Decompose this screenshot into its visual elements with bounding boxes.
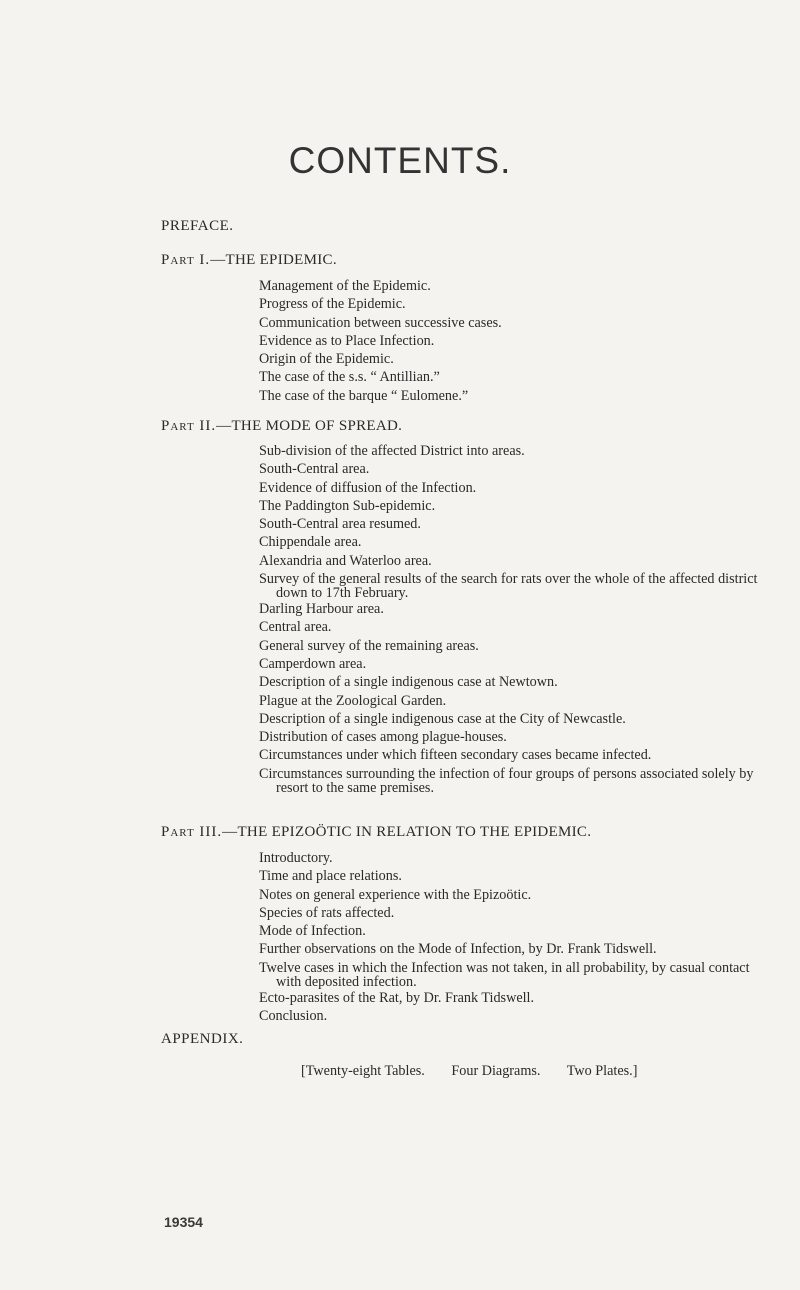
- appendix-diagrams: Four Diagrams.: [451, 1063, 541, 1079]
- list-item: Evidence of diffusion of the Infection.: [259, 479, 477, 496]
- part-3-list: [259, 849, 750, 1025]
- list-item: Notes on general experience with the Epizoötic.: [259, 886, 532, 903]
- part-2-heading: [161, 418, 402, 435]
- list-item: [259, 959, 750, 990]
- appendix-tables: [Twenty-eight Tables.: [301, 1063, 425, 1079]
- list-item: Description of a single indigenous case at the City of Newcastle.: [259, 710, 626, 727]
- list-item: Distribution of cases among plague-houses.: [259, 729, 507, 746]
- part-2-title: —THE MODE OF SPREAD.: [216, 418, 403, 434]
- preface-heading: PREFACE.: [161, 218, 234, 234]
- list-item: The Paddington Sub-epidemic.: [259, 497, 436, 514]
- list-item: Progress of the Epidemic.: [259, 296, 406, 313]
- list-item: Plague at the Zoological Garden.: [259, 692, 447, 709]
- page-title: CONTENTS.: [288, 140, 512, 181]
- printer-signature: 19354: [164, 1214, 203, 1230]
- list-item-line: Survey of the general results of the search for rats over the whole of the affected district: [259, 571, 758, 588]
- part-1-label: Part I.: [161, 252, 211, 268]
- list-item-line: Twelve cases in which the Infection was not taken, in all probability, by casual contact: [259, 959, 750, 976]
- list-item: South-Central area.: [259, 461, 370, 478]
- list-item: Time and place relations.: [259, 868, 402, 885]
- list-item: Camperdown area.: [259, 655, 367, 672]
- list-item: Ecto-parasites of the Rat, by Dr. Frank Tidswell.: [259, 989, 535, 1006]
- part-1-heading: [161, 252, 337, 269]
- list-item-line: Circumstances surrounding the infection of four groups of persons associated solely by: [259, 765, 754, 782]
- appendix-note: [301, 1063, 660, 1080]
- list-item: South-Central area resumed.: [259, 516, 421, 533]
- list-item: Alexandria and Waterloo area.: [259, 552, 432, 569]
- list-item: Description of a single indigenous case at Newtown.: [259, 674, 558, 691]
- list-item: [259, 570, 758, 602]
- list-item: Origin of the Epidemic.: [259, 351, 394, 368]
- list-item: The case of the barque “ Eulomene.”: [259, 387, 469, 404]
- list-item: Evidence as to Place Infection.: [259, 332, 435, 349]
- list-item: Circumstances under which fifteen secondary cases became infected.: [259, 747, 652, 764]
- list-item: Central area.: [259, 619, 332, 636]
- part-3-label: Part III.: [161, 824, 223, 840]
- part-2-label: Part II.: [161, 418, 217, 434]
- list-item: Darling Harbour area.: [259, 601, 384, 618]
- list-item-continuation: resort to the same premises.: [276, 779, 434, 796]
- appendix-plates: Two Plates.]: [566, 1063, 638, 1079]
- part-3-heading: [161, 824, 591, 841]
- list-item: Species of rats affected.: [259, 904, 395, 921]
- list-item: Management of the Epidemic.: [259, 278, 431, 294]
- list-item: Chippendale area.: [259, 534, 362, 551]
- list-item: Conclusion.: [259, 1008, 328, 1025]
- list-item: General survey of the remaining areas.: [259, 637, 479, 654]
- part-2-list: [259, 442, 758, 796]
- part-1-title: —THE EPIDEMIC.: [210, 252, 337, 268]
- list-item: Communication between successive cases.: [259, 314, 502, 331]
- appendix-heading: APPENDIX.: [161, 1031, 244, 1047]
- list-item: [259, 765, 754, 796]
- list-item: The case of the s.s. “ Antillian.”: [259, 369, 440, 386]
- list-item: Mode of Infection.: [259, 923, 366, 940]
- list-item: Further observations on the Mode of Infection, by Dr. Frank Tidswell.: [259, 941, 657, 958]
- list-item: Introductory.: [259, 850, 333, 866]
- part-1-list: [259, 277, 659, 405]
- list-item: Sub-division of the affected District into areas.: [259, 443, 525, 459]
- list-item-continuation: with deposited infection.: [276, 973, 417, 990]
- part-3-title: —THE EPIZOÖTIC IN RELATION TO THE EPIDEMIC.: [222, 824, 592, 840]
- list-item-continuation: down to 17th February.: [276, 585, 409, 602]
